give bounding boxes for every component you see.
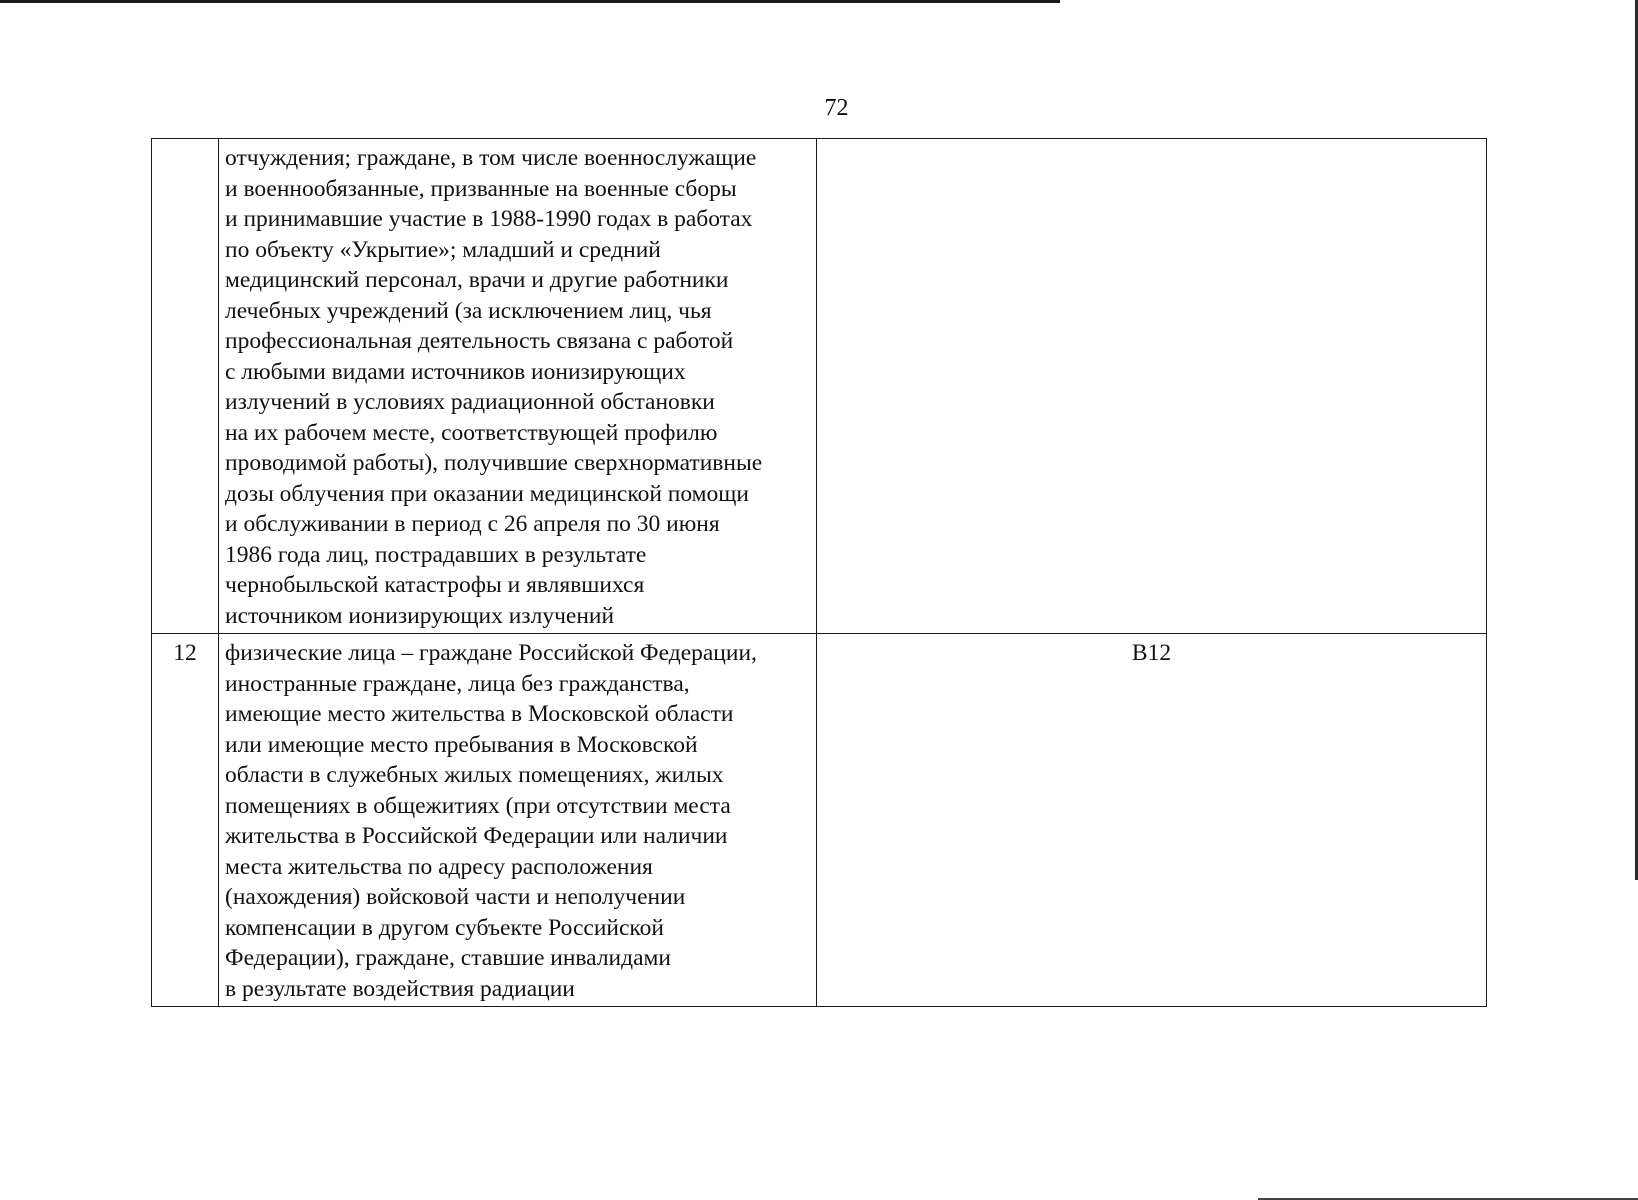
description-line: 1986 года лиц, пострадавших в результате: [225, 541, 647, 568]
description-line: компенсации в другом субъекте Российской: [225, 914, 664, 941]
description-line: по объекту «Укрытие»; младший и средний: [225, 236, 661, 263]
description-line: лечебных учреждений (за исключением лиц, чья: [225, 297, 712, 324]
row-code-cell: [817, 139, 1487, 634]
row-number-cell: 12: [152, 634, 219, 1007]
description-line: чернобыльской катастрофы и являвшихся: [225, 572, 645, 598]
row-code-cell: B12: [817, 634, 1487, 1007]
table-row: [152, 139, 1487, 634]
description-line: и принимавшие участие в 1988-1990 годах в работах: [225, 206, 753, 232]
description-line: физические лица – граждане Российской Федерации,: [225, 640, 757, 666]
description-line: в результате воздействия радиации: [225, 975, 575, 1002]
row-number-cell: [152, 139, 219, 634]
description-line: отчуждения; граждане, в том числе военнослужащие: [225, 145, 757, 171]
description-line: иностранные граждане, лица без гражданства,: [225, 670, 690, 697]
description-line: места жительства по адресу расположения: [225, 853, 653, 880]
description-line: жительства в Российской Федерации или наличии: [225, 823, 728, 849]
document-table: [151, 138, 1487, 1007]
description-line: медицинский персонал, врачи и другие работники: [225, 267, 729, 293]
scan-edge-top: [0, 0, 1060, 3]
description-line: источником ионизирующих излучений: [225, 602, 615, 629]
description-line: на их рабочем месте, соответствующей профилю: [225, 419, 718, 446]
description-line: проводимой работы), получившие сверхнормативные: [225, 450, 763, 476]
description-line: и обслуживании в период с 26 апреля по 30 июня: [225, 511, 720, 537]
row-description-cell: [219, 139, 817, 634]
description-line: Федерации), граждане, ставшие инвалидами: [225, 945, 671, 971]
description-line: профессиональная деятельность связана с работой: [225, 328, 734, 354]
row-description-cell: [219, 634, 817, 1007]
description-line: помещениях в общежитиях (при отсутствии места: [225, 792, 731, 819]
table-row: [152, 634, 1487, 1007]
description-line: области в служебных жилых помещениях, жилых: [225, 762, 724, 788]
description-line: имеющие место жительства в Московской области: [225, 701, 734, 727]
description-line: или имеющие место пребывания в Московской: [225, 731, 698, 758]
description-line: с любыми видами источников ионизирующих: [225, 358, 686, 385]
description-line: (нахождения) войсковой части и неполучении: [225, 884, 686, 910]
page-number: 72: [824, 95, 849, 121]
description-line: и военнообязанные, призванные на военные сборы: [225, 175, 737, 202]
description-line: излучений в условиях радиационной обстановки: [225, 389, 715, 415]
description-line: дозы облучения при оказании медицинской помощи: [225, 480, 749, 507]
